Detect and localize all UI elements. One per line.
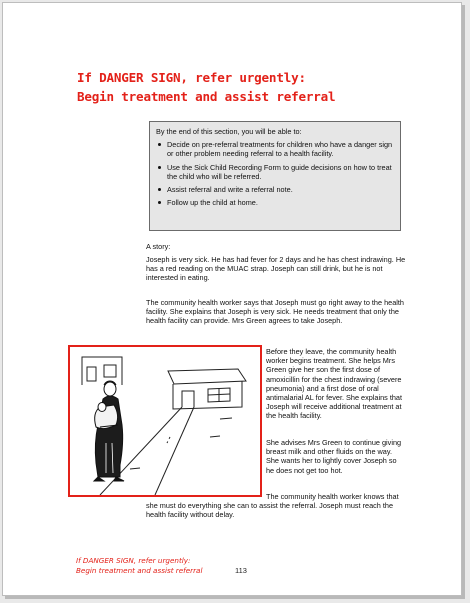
story-illustration (68, 345, 262, 497)
story-paragraph-5 (146, 492, 408, 520)
objective-item: Assist referral and write a referral note. (167, 185, 394, 194)
footer-line-1: If DANGER SIGN, refer urgently: (76, 556, 191, 565)
learning-objectives-box (149, 121, 401, 231)
story-paragraph-5-text: The community health worker knows that she must do everything she can to assist the referral. Joseph must reach the health facility without delay. (146, 492, 399, 520)
document-page (2, 2, 462, 596)
objective-item: Use the Sick Child Recording Form to guide decisions on how to treat the child who will be referred. (167, 163, 394, 181)
objectives-intro: By the end of this section, you will be able to: (156, 127, 302, 136)
objectives-list (156, 140, 394, 207)
page-number: 113 (235, 566, 247, 575)
heading-line-1: If DANGER SIGN, refer urgently: (77, 70, 306, 85)
story-paragraph-1: Joseph is very sick. He has had fever for 2 days and he has chest indrawing. He has a red reading on the MUAC strap. Joseph can still drink, but he is not interested in eating. (146, 255, 406, 283)
story-paragraph-3: Before they leave, the community health worker begins treatment. She helps Mrs Green give her son the first dose of amoxicillin for the chest indrawing (severe pneumonia) and a first dose of oral antimalarial AL for fever. She explains that Joseph will receive additional treatment at the health facility. (266, 347, 403, 421)
objective-item: Decide on pre-referral treatments for children who have a danger sign or other problem needing referral to a health facility. (167, 140, 393, 159)
section-heading (77, 68, 437, 106)
story-paragraph-2: The community health worker says that Joseph must go right away to the health facility. She explains that Joseph is very sick. He needs treatment that only the health facility can provide. Mrs Green agrees to take Joseph. (146, 298, 404, 326)
story-label: A story: (146, 242, 171, 251)
heading-line-2: Begin treatment and assist referral (77, 89, 336, 104)
story-paragraph-4: She advises Mrs Green to continue giving breast milk and other fluids on the way. She wants her to lightly cover Joseph so he does not get too hot. (266, 438, 402, 475)
objective-item: Follow up the child at home. (167, 198, 394, 207)
footer-line-2: Begin treatment and assist referral (76, 566, 203, 575)
footer-running-title (76, 556, 202, 576)
mother-carrying-child-icon (70, 347, 260, 495)
